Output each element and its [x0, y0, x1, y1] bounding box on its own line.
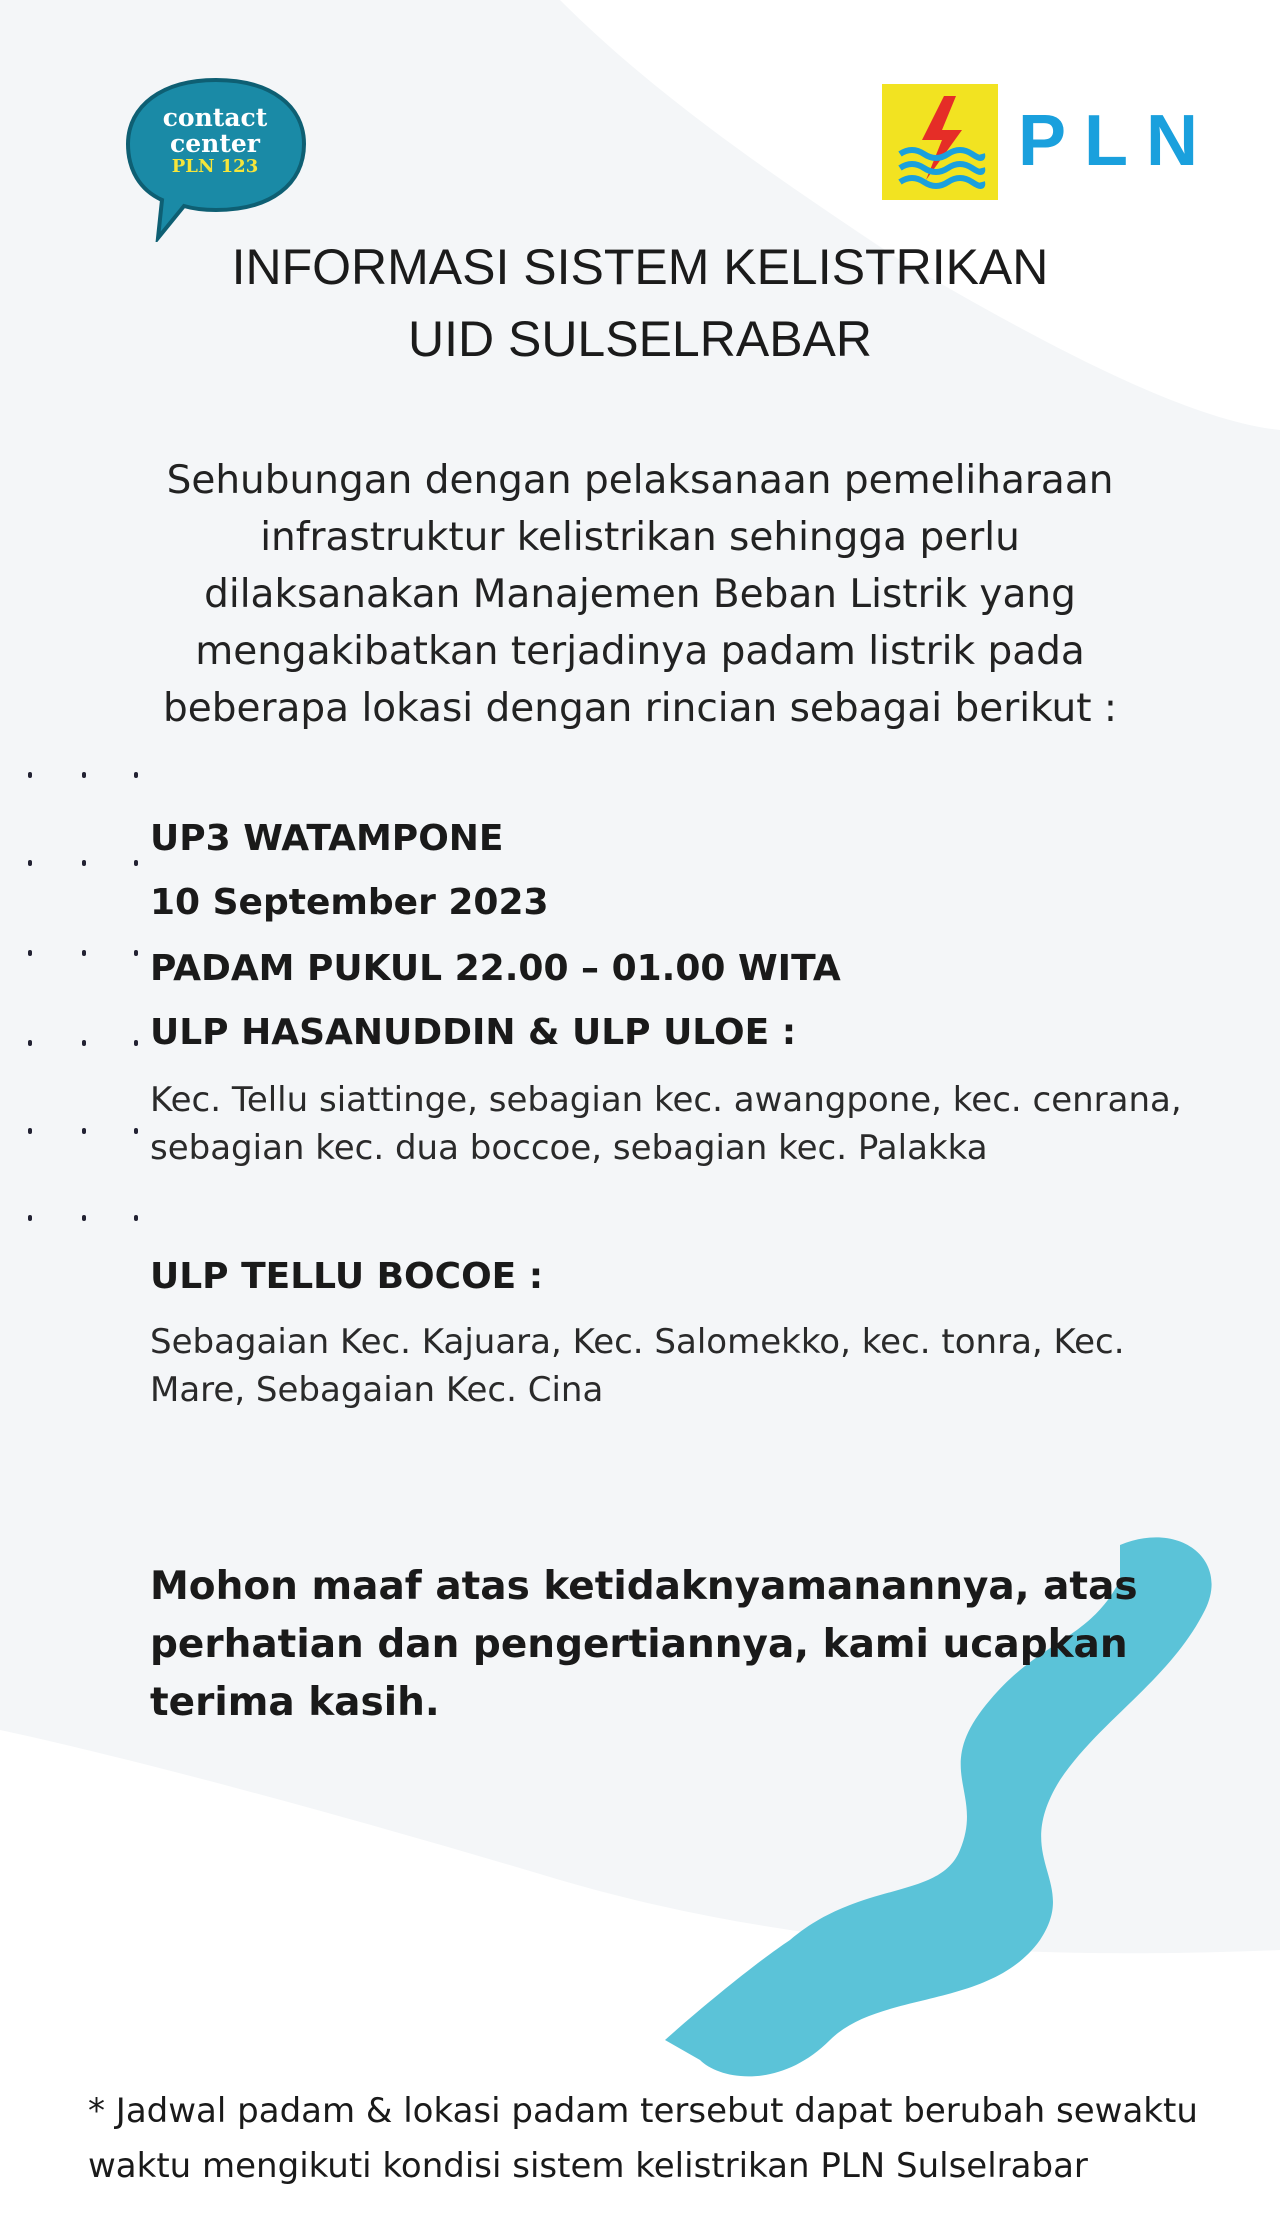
- area-line: sebagian kec. dua boccoe, sebagian kec. Palakka: [150, 1128, 988, 1168]
- contact-center-label: [140, 105, 290, 177]
- intro-paragraph: [140, 452, 1140, 737]
- intro-line: Sehubungan dengan pelaksanaan pemeliharaan: [166, 458, 1114, 503]
- closing-line: Mohon maaf atas ketidaknyamanannya, atas: [150, 1564, 1138, 1609]
- ulp-areas-hasanuddin-uloe: [150, 1076, 1182, 1172]
- ulp-heading-hasanuddin-uloe: ULP HASANUDDIN & ULP ULOE :: [150, 1012, 797, 1053]
- contact-center-line-1: contact: [162, 103, 268, 132]
- intro-line: dilaksanakan Manajemen Beban Listrik yang: [204, 572, 1076, 617]
- page-title-line-1: INFORMASI SISTEM KELISTRIKAN: [231, 239, 1049, 295]
- page-title-line-2: UID SULSELRABAR: [407, 311, 873, 367]
- outage-date: 10 September 2023: [150, 882, 549, 923]
- contact-center-line-3: PLN 123: [171, 156, 259, 177]
- closing-line: terima kasih.: [150, 1680, 440, 1725]
- footnote-line: waktu mengikuti kondisi sistem kelistrikan PLN Sulselrabar: [88, 2146, 1088, 2186]
- footnote: [88, 2084, 1198, 2194]
- pln-logo-text: PLN: [1018, 101, 1216, 181]
- closing-line: perhatian dan pengertiannya, kami ucapkan: [150, 1622, 1128, 1667]
- lightning-bolt-waves-icon: [882, 84, 998, 200]
- intro-line: beberapa lokasi dengan rincian sebagai berikut :: [162, 686, 1118, 731]
- intro-line: mengakibatkan terjadinya padam listrik pada: [195, 629, 1085, 674]
- intro-line: infrastruktur kelistrikan sehingga perlu: [260, 515, 1020, 560]
- area-line: Kec. Tellu siattinge, sebagian kec. awangpone, kec. cenrana,: [150, 1080, 1182, 1120]
- ulp-areas-tellu-bocoe: [150, 1318, 1125, 1414]
- unit-name: UP3 WATAMPONE: [150, 818, 504, 859]
- closing-message: [150, 1558, 1138, 1732]
- area-line: Mare, Sebagaian Kec. Cina: [150, 1370, 604, 1410]
- contact-center-line-2: center: [170, 129, 260, 158]
- outage-time: PADAM PUKUL 22.00 – 01.00 WITA: [150, 948, 841, 989]
- area-line: Sebagaian Kec. Kajuara, Kec. Salomekko, kec. tonra, Kec.: [150, 1322, 1125, 1362]
- footnote-line: * Jadwal padam & lokasi padam tersebut dapat berubah sewaktu: [88, 2091, 1198, 2131]
- ulp-heading-tellu-bocoe: ULP TELLU BOCOE :: [150, 1256, 544, 1297]
- pln-logo-box: [882, 84, 998, 200]
